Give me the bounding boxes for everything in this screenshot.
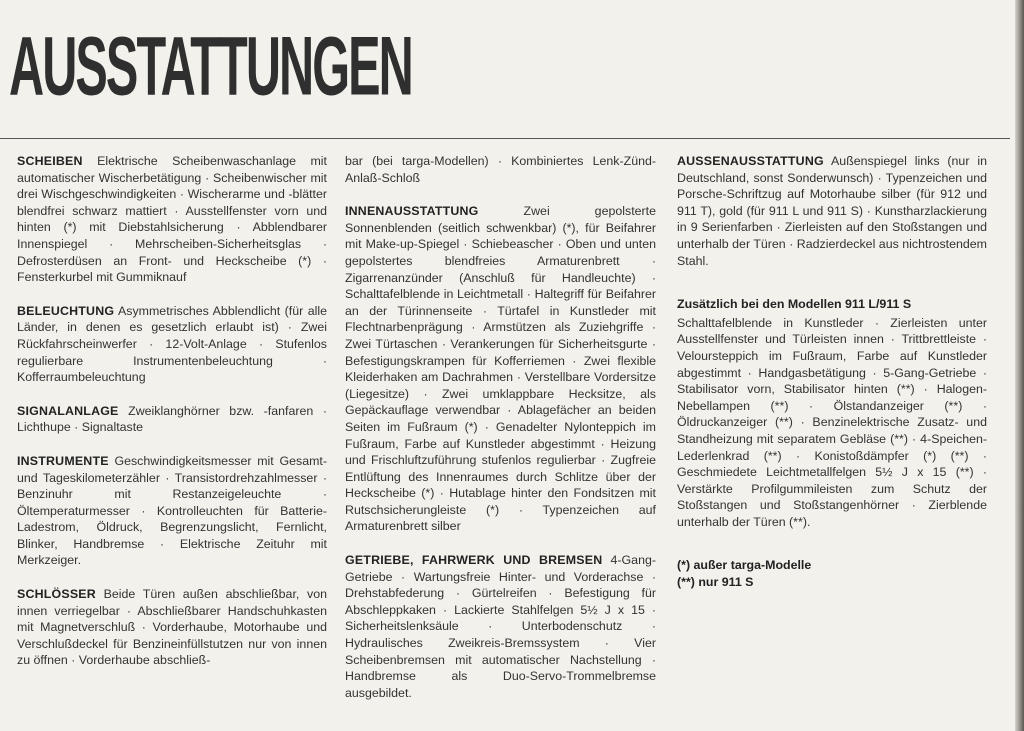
column-1 xyxy=(17,153,327,686)
extra-text: Schalttafelblende in Kunstleder · Zierleisten unter Ausstellfenster und Türleisten innen · Trittbrettleiste · Veloursteppich im Fußraum, Farbe auf Kunstleder abgestimmt · Handgasbetätigung · 5-Gang-Getriebe · Stabilisator vorn, Stabilisator hinten (**) · Halogen-Nebellampen (**) · Ölstandanzeiger (**) · Öldruckanzeiger (**) · Benzinelektrische Zusatz- und Standheizung mit separatem Gebläse (**) · 4-Speichen-Lederlenkrad (**) · Konistoßdämpfer (*) (**) · Geschmiedete Leichtmetallfelgen 5½ J x 15 (**) · Verstärkte Profilgummileisten zum Schutz der Stoßstangen und Stoßstangenhörner · Zierblende unterhalb der Türen (**). xyxy=(677,315,987,529)
continued-text: bar (bei targa-Modellen) · Kombiniertes Lenk-Zünd-Anlaß-Schloß xyxy=(345,154,656,185)
section-heading: INNENAUSSTATTUNG xyxy=(345,204,479,219)
section-text: Asymmetrisches Abblendlicht (für alle Länder, in denen es gesetzlich erlaubt ist) · Zwei Rückfahrscheinwerfer · 12-Volt-Anlage · Stufenlos regulierbare Instrumentenbeleuchtung · Kofferraumbeleuchtung xyxy=(17,303,327,385)
section-heading: AUSSENAUSSTATTUNG xyxy=(677,154,824,168)
section-text: Geschwindigkeitsmesser mit Gesamt- und Tageskilometerzähler · Transistordrehzahlmesser · Benzinuhr mit Restanzeigeleuchte · Öltemperaturmesser · Kontrolleuchten für Batterie-Ladestrom, Öldruck, Begrenzungslicht, Fernlicht, Blinker, Handbremse · Elektrische Zeituhr mit Merkzeiger. xyxy=(17,453,327,568)
section-heading: BELEUCHTUNG xyxy=(17,303,115,318)
section-signalanlage xyxy=(17,403,327,436)
section-text: Zweiklanghörner bzw. -fanfaren · Lichthupe · Signaltaste xyxy=(17,403,327,435)
section-text: 4-Gang-Getriebe · Wartungsfreie Hinter- und Vorderachse · Drehstabfederung · Gürtelreifen · Befestigung für Abschleppkaken · Lackierte Stahlfelgen 5½ J x 15 · Sicherheitslenksäule · Unterbodenschutz · Hydraulisches Zweikreis-Bremssystem · Vier Scheibenbremsen mit automatischer Nachstellung · Handbremse als Duo-Servo-Trommelbremse ausgebildet. xyxy=(345,553,656,700)
section-heading: SCHLÖSSER xyxy=(17,587,96,602)
section-text: Elektrische Scheibenwaschanlage mit automatischer Wischerbetätigung · Scheibenwischer mit drei Wischgeschwindigkeiten · Wischerarme und -blätter blendfrei schwarz mattiert · Ausstellfenster vorn und hinten (*) mit Diebstahlsicherung · Abblendbarer Innenspiegel · Mehrscheiben-Sicherheitsglas · Defrosterdüsen an Front- und Heckscheibe (*) · Fensterkurbel mit Gummiknauf xyxy=(17,154,327,285)
section-heading: SIGNALANLAGE xyxy=(17,403,119,418)
section-innenausstattung xyxy=(345,203,656,535)
section-instrumente xyxy=(17,453,327,569)
column-3 xyxy=(677,153,987,591)
section-scheiben xyxy=(17,153,327,286)
section-beleuchtung xyxy=(17,303,327,386)
section-heading: SCHEIBEN xyxy=(17,154,83,168)
section-text: Beide Türen außen abschließbar, von innen verriegelbar · Abschließbarer Handschuhkasten mit Magnetverschluß · Vorderhaube, Motorhaube und Verschlußdeckel für Benzineinfüllstutzen nur von innen zu öffnen · Vorderhaube abschließ- xyxy=(17,587,327,668)
section-heading: INSTRUMENTE xyxy=(17,453,109,468)
title-divider xyxy=(0,138,1010,139)
page-title: AUSSTATTUNGEN xyxy=(9,19,412,114)
section-text: Außenspiegel links (nur in Deutschland, sonst Sonderwunsch) · Typenzeichen und Porsche-Schriftzug auf Motorhaube silber (für 912 und 911 T), gold (für 911 L und 911 S) · Kunstharzlackierung in 9 Serienfarben · Zierleisten auf den Stoßstangen und unterhalb der Türen · Radzierdeckel aus nichtrostendem Stahl. xyxy=(677,154,987,268)
footnote-911s: (**) nur 911 S xyxy=(677,575,754,590)
section-text: Zwei gepolsterte Sonnenblenden (seitlich schwenkbar) (*), für Beifahrer mit Make-up-Spiegel · Schiebeascher · Oben und unten gepolstertes blendfreies Armaturenbrett · Zigarrenanzünder (Anschluß für Handleuchte) · Schalttafelblende in Leichtmetall · Haltegriff für Beifahrer an der Türinnenseite · Türtafel in Kunstleder mit Flechtnarbenprägung · Armstützen als Zuziehgriffe · Zwei Türtaschen · Verankerungen für Sicherheitsgurte · Befestigungskrampen für Kofferriemen · Zwei flexible Kleiderhaken am Dachrahmen · Verstellbare Vordersitze (Liegesitze) · Zwei umklappbare Hecksitze, als Gepäckauflage verwendbar · Ablagefächer an beiden Seiten im Fußraum (*) · Genadelter Nylonteppich im Fußraum, Farbe auf Kunstleder abgestimmt · Heizung und Frischluftzuführung stufenlos regulierbar · Zugfreie Entlüftung des Innenraumes durch Schlitze über der Heckscheibe (*) · Hutablage hinter den Fondsitzen mit Rutschsicherungleiste (*) · Typenzeichen auf Armaturenbrett silber xyxy=(345,204,656,534)
section-schloesser xyxy=(17,586,327,669)
footnote-targa: (*) außer targa-Modelle xyxy=(677,558,812,573)
page-edge-binding xyxy=(1015,0,1024,731)
column-2 xyxy=(345,153,656,718)
section-heading: GETRIEBE, FAHRWERK UND BREMSEN xyxy=(345,553,603,568)
extra-heading: Zusätzlich bei den Modellen 911 L/911 S xyxy=(677,297,912,312)
section-getriebe xyxy=(345,552,656,701)
section-aussenausstattung xyxy=(677,153,987,269)
